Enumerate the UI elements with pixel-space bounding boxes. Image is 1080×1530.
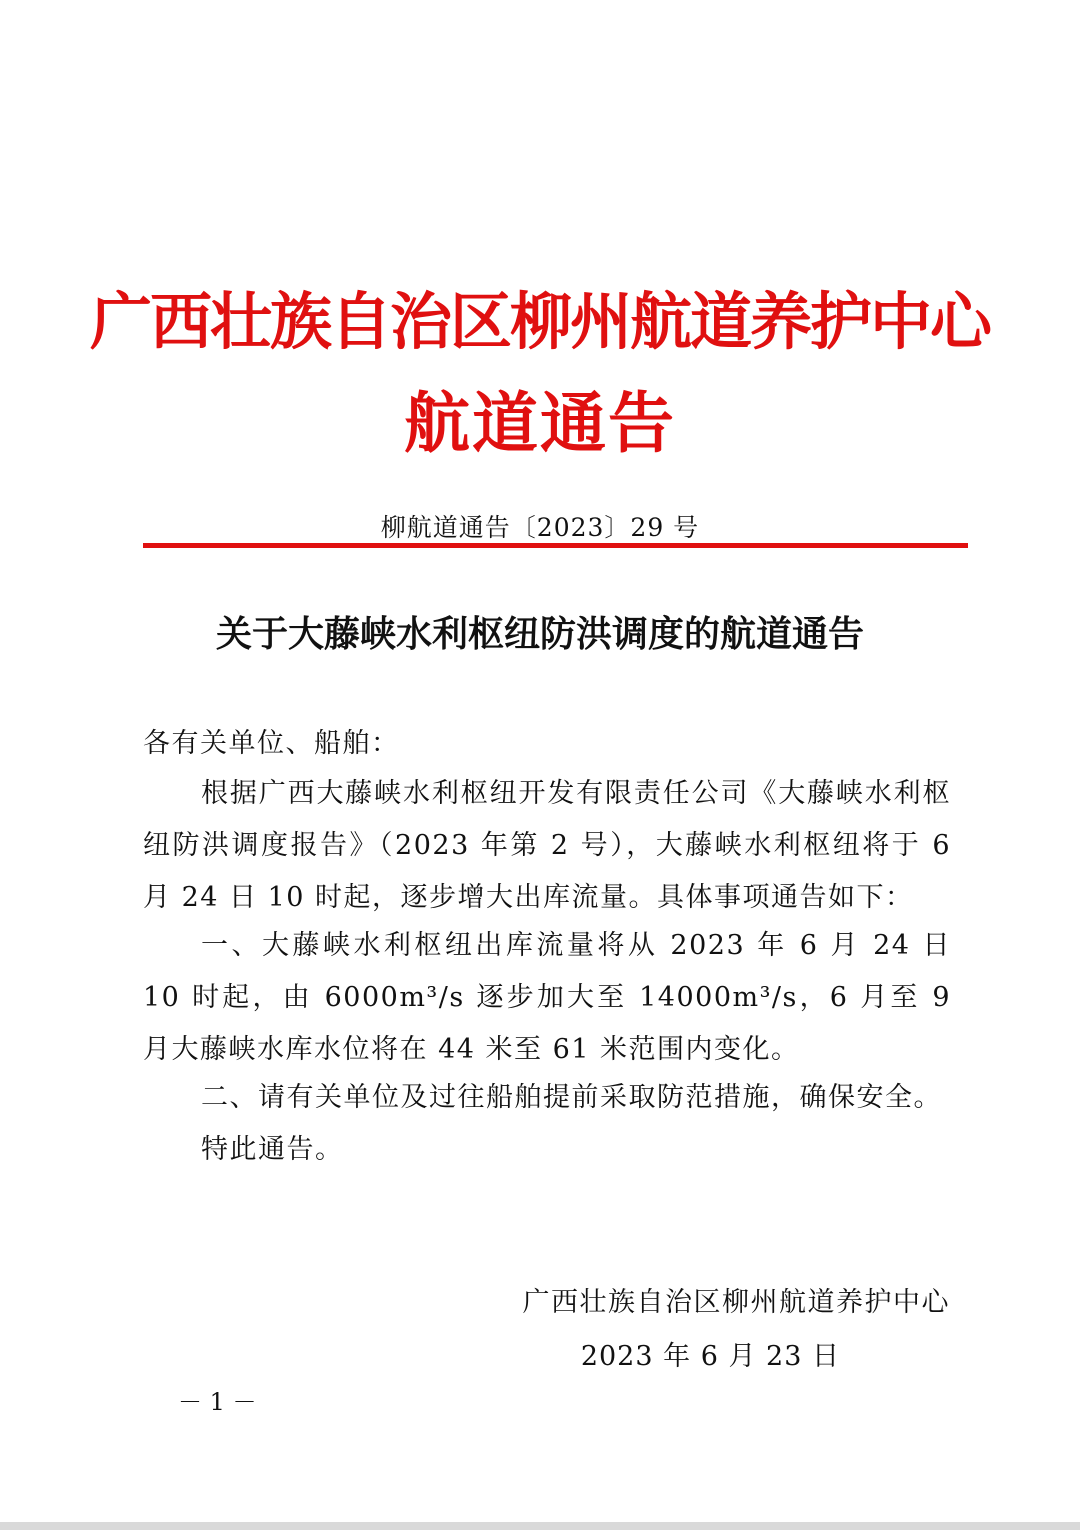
signature-date: 2023 年 6 月 23 日 bbox=[580, 1341, 840, 1372]
document-number: 柳航道通告〔2023〕29 号 bbox=[380, 513, 700, 542]
page-number: － 1 － bbox=[178, 1388, 257, 1416]
document-type-header: 航道通告 bbox=[404, 384, 676, 462]
paragraph-closing: 特此通告。 bbox=[201, 1134, 344, 1165]
paragraph-item-two: 二、请有关单位及过往船舶提前采取防范措施，确保安全。 bbox=[201, 1082, 942, 1113]
signature-organization: 广西壮族自治区柳州航道养护中心 bbox=[522, 1287, 950, 1318]
issuing-organization-header: 广西壮族自治区柳州航道养护中心 bbox=[89, 285, 990, 358]
paragraph-intro: 根据广西大藤峡水利枢纽开发有限责任公司《大藤峡水利枢纽防洪调度报告》（2023 年第 2 号），大藤峡水利枢纽将于 6 月 24 日 10 时起，逐步增大出库流量。具体事项通告如下： bbox=[143, 778, 951, 913]
salutation: 各有关单位、船舶： bbox=[143, 728, 400, 759]
bottom-scroll-edge bbox=[0, 1522, 1080, 1530]
notice-title: 关于大藤峡水利枢纽防洪调度的航道通告 bbox=[215, 613, 864, 655]
red-divider-line bbox=[143, 543, 968, 548]
paragraph-item-one: 一、大藤峡水利枢纽出库流量将从 2023 年 6 月 24 日 10 时起，由 6000m³/s 逐步加大至 14000m³/s，6 月至 9 月大藤峡水库水位将在 44 米至 61 米范围内变化。 bbox=[143, 930, 951, 1065]
